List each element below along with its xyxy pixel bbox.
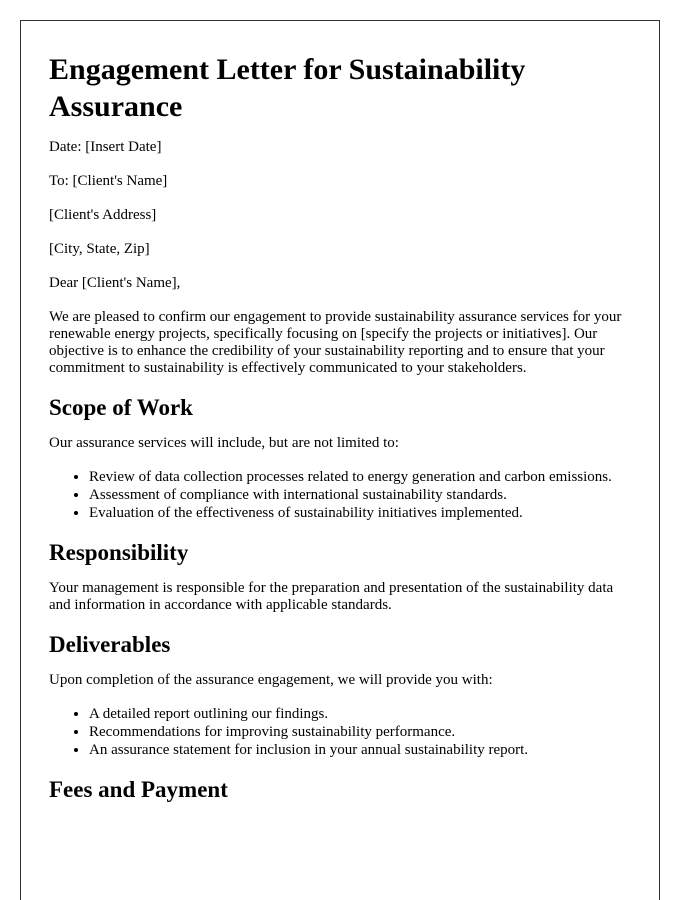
scope-list [49, 469, 631, 522]
deliverables-heading: Deliverables [49, 632, 171, 657]
scope-lead: Our assurance services will include, but are not limited to: [49, 435, 399, 451]
list-item: • Review of data collection processes related to energy generation and carbon emissions. [89, 469, 631, 486]
list-item: • Recommendations for improving sustainability performance. [89, 724, 631, 741]
fees-heading: Fees and Payment [49, 777, 228, 802]
list-item: • An assurance statement for inclusion in your annual sustainability report. [89, 742, 631, 759]
letter-page [20, 20, 660, 900]
address-line: [Client's Address] [49, 207, 157, 223]
salutation: Dear [Client's Name], [49, 275, 181, 291]
responsibility-heading: Responsibility [49, 540, 189, 565]
intro-paragraph: We are pleased to confirm our engagement to provide sustainability assurance services for your renewable energy projects, specifically focusing on [specify the projects or initiatives]. Our objective is to enhance the credibility of your sustainability reporting and to ensure that your commitment to sustainability is effectively communicated to your stakeholders. [49, 309, 622, 376]
scope-heading: Scope of Work [49, 395, 193, 420]
letter-title: Engagement Letter for Sustainability Assurance [49, 53, 526, 123]
list-item: • A detailed report outlining our findings. [89, 706, 631, 723]
responsibility-text: Your management is responsible for the preparation and presentation of the sustainability data and information in accordance with applicable standards. [49, 580, 614, 613]
deliverables-lead: Upon completion of the assurance engagement, we will provide you with: [49, 672, 493, 688]
city-line: [City, State, Zip] [49, 241, 150, 257]
date-line: Date: [Insert Date] [49, 139, 162, 155]
deliverables-list [49, 706, 631, 759]
list-item: • Evaluation of the effectiveness of sustainability initiatives implemented. [89, 505, 631, 522]
recipient-line: To: [Client's Name] [49, 173, 168, 189]
list-item: • Assessment of compliance with international sustainability standards. [89, 487, 631, 504]
